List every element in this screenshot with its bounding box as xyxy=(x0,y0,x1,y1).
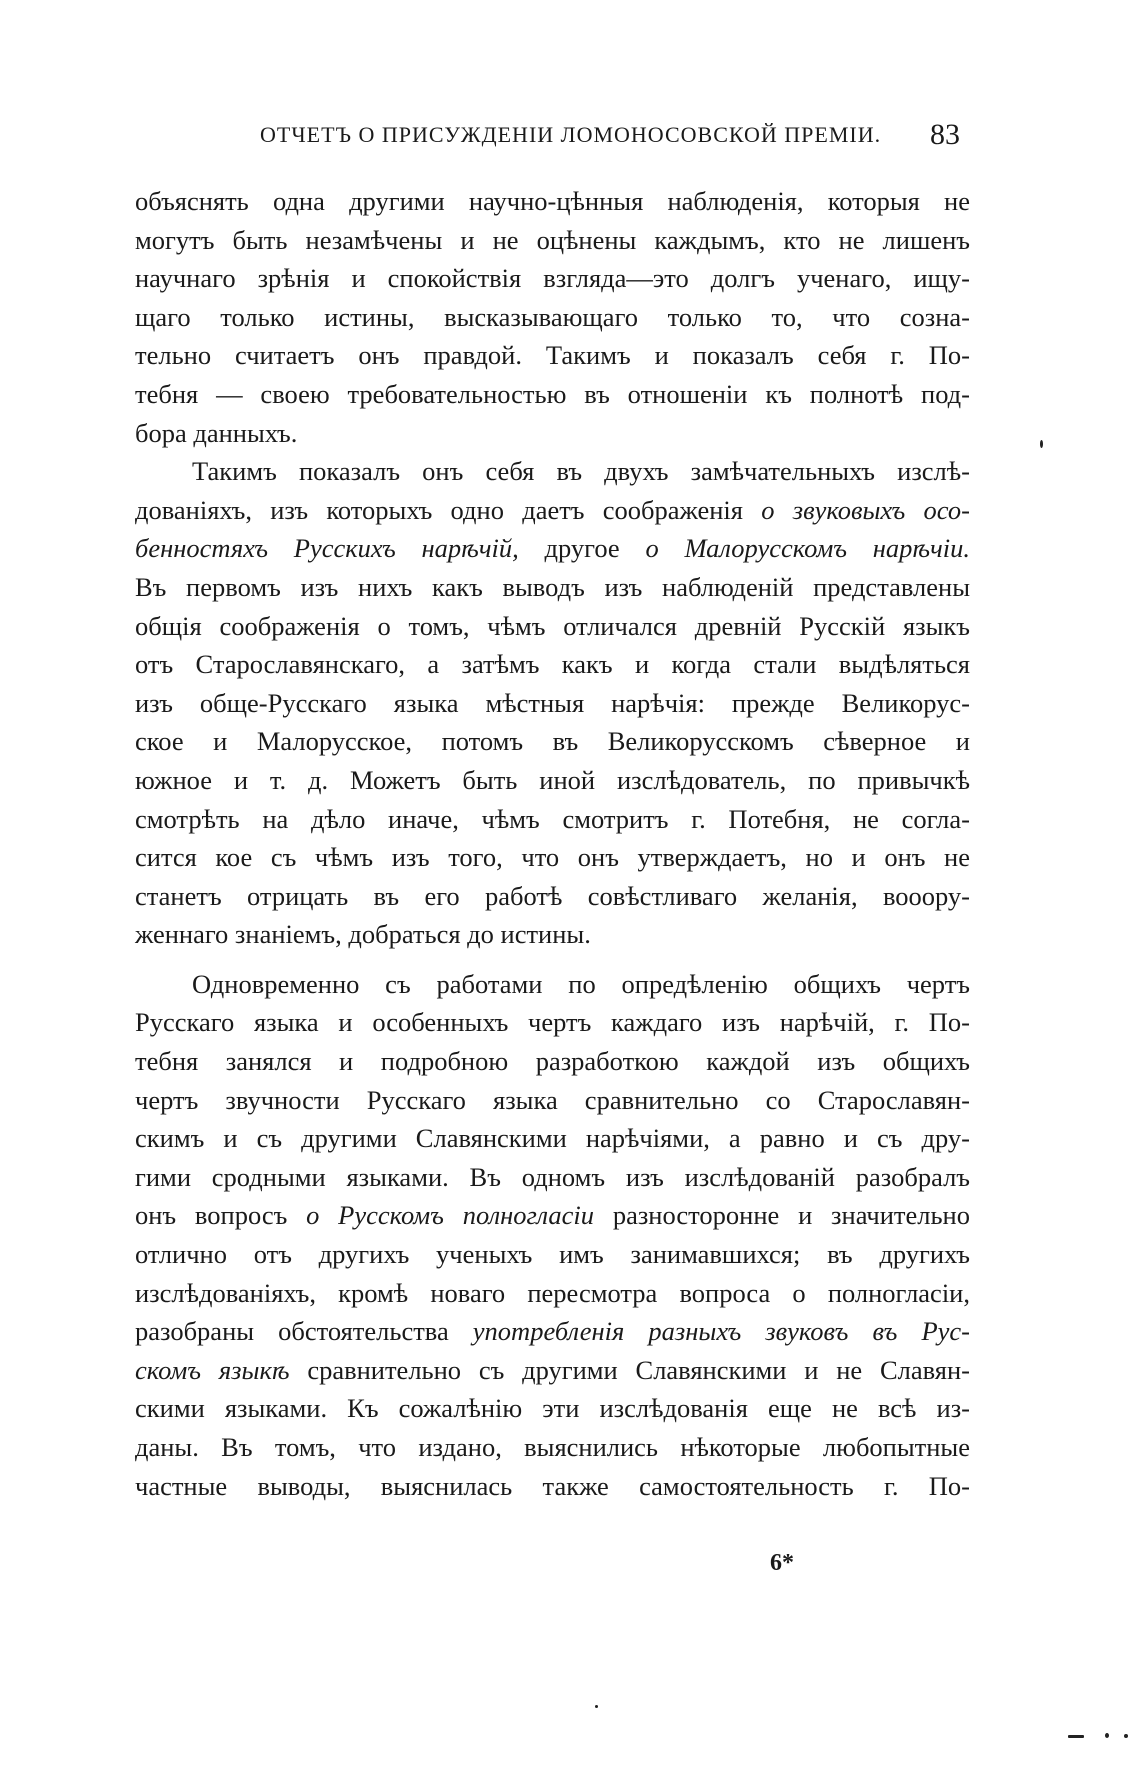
text-line: отъ Старославянскаго, а затѣмъ какъ и когда стали выдѣляться xyxy=(135,649,970,680)
text-line: щаго только истины, высказывающаго только то, что созна- xyxy=(135,301,970,332)
text-line: объяснять одна другими научно-цѣнныя наблюденія, которыя не xyxy=(135,186,970,216)
text-line: изъ обще-Русскаго языка мѣстныя нарѣчія: прежде Великорус- xyxy=(135,687,970,718)
text-line: Такимъ показалъ онъ себя въ двухъ замѣчательныхъ изслѣ- xyxy=(192,456,970,487)
text-line: частные выводы, выяснилась также самостоятельность г. По- xyxy=(135,1470,970,1501)
text-line xyxy=(135,529,970,568)
text-line xyxy=(135,491,970,530)
text-line xyxy=(135,1351,970,1390)
italic-title: бенностяхъ Русскихъ нарѣчій, xyxy=(135,533,519,564)
scan-speck xyxy=(1105,1733,1109,1738)
text-line: общія соображенія о томъ, чѣмъ отличался древній Русскій языкъ xyxy=(135,610,970,641)
text-line: ское и Малорусское, потомъ въ Великорусскомъ сѣверное и xyxy=(135,726,970,757)
text-line: могутъ быть незамѣчены и не оцѣнены каждымъ, кто не лишенъ xyxy=(135,224,970,255)
text-line: бора данныхъ. xyxy=(135,417,298,448)
running-title: ОТЧЕТЪ О ПРИСУЖДЕНІИ ЛОМОНОСОВСКОЙ ПРЕМІИ. xyxy=(260,122,882,147)
text-line: научнаго зрѣнія и спокойствія взгляда—это долгъ ученаго, ищу- xyxy=(135,263,970,294)
text-line: женнаго знаніемъ, добраться до истины. xyxy=(135,919,591,950)
text-line: тельно считаетъ онъ правдой. Такимъ и показалъ себя г. По- xyxy=(135,340,970,371)
text-run: разобраны обстоятельства xyxy=(135,1316,473,1347)
text-line: даны. Въ томъ, что издано, выяснились нѣкоторые любопытные xyxy=(135,1432,970,1462)
text-line xyxy=(135,1196,970,1235)
italic-title: о Русскомъ полногласіи xyxy=(306,1200,595,1231)
text-line: Одновременно съ работами по опредѣленію общихъ чертъ xyxy=(192,968,970,999)
scan-speck xyxy=(1040,440,1043,448)
text-line: станетъ отрицать въ его работѣ совѣстливаго желанія, вооору- xyxy=(135,880,970,911)
running-header xyxy=(135,118,970,158)
text-line: Русскаго языка и особенныхъ чертъ каждаго изъ нарѣчій, г. По- xyxy=(135,1007,970,1038)
text-run: сравнительно съ другими Славянскими и не Славян- xyxy=(289,1354,970,1385)
text-line: смотрѣть на дѣло иначе, чѣмъ смотритъ г. Потебня, не согла- xyxy=(135,803,970,834)
text-line: скимъ и съ другими Славянскими нарѣчіями, а равно и съ дру- xyxy=(135,1123,970,1154)
body-text xyxy=(135,182,970,1505)
signature-mark: 6* xyxy=(770,1550,794,1576)
text-run: онъ вопросъ xyxy=(135,1200,307,1231)
scan-speck xyxy=(1068,1735,1084,1738)
italic-title: употребленія разныхъ звуковъ въ Рус- xyxy=(472,1316,971,1347)
text-line: изслѣдованіяхъ, кромѣ новаго пересмотра вопроса о полногласіи, xyxy=(135,1277,970,1308)
italic-title: о звуковыхъ осо- xyxy=(761,494,970,525)
text-line: скими языками. Къ сожалѣнію эти изслѣдованія еще не всѣ из- xyxy=(135,1393,970,1424)
text-run: другое xyxy=(518,533,646,564)
italic-title: о Малорусскомъ нарѣчіи. xyxy=(645,533,970,564)
scan-speck xyxy=(1124,1734,1128,1738)
text-line: гими сродными языками. Въ одномъ изъ изслѣдованій разобралъ xyxy=(135,1161,970,1192)
italic-title: скомъ языкѣ xyxy=(135,1354,290,1385)
page-number: 83 xyxy=(930,118,960,151)
text-line: тебня — своею требовательностью въ отношеніи къ полнотѣ под- xyxy=(135,378,970,409)
text-line xyxy=(135,1312,970,1351)
text-run: разносторонне и значительно xyxy=(594,1200,970,1231)
text-line: сится кое съ чѣмъ изъ того, что онъ утверждаетъ, но и онъ не xyxy=(135,842,970,873)
text-run: дованіяхъ, изъ которыхъ одно даетъ соображенія xyxy=(135,494,762,525)
text-line: чертъ звучности Русскаго языка сравнительно со Старославян- xyxy=(135,1084,970,1115)
scan-speck xyxy=(595,1705,598,1708)
text-line: южное и т. д. Можетъ быть иной изслѣдователь, по привычкѣ xyxy=(135,764,970,795)
text-line: тебня занялся и подробною разработкою каждой изъ общихъ xyxy=(135,1046,970,1077)
text-line: отлично отъ другихъ ученыхъ имъ занимавшихся; въ другихъ xyxy=(135,1239,970,1270)
text-line: Въ первомъ изъ нихъ какъ выводъ изъ наблюденій представлены xyxy=(135,571,970,602)
